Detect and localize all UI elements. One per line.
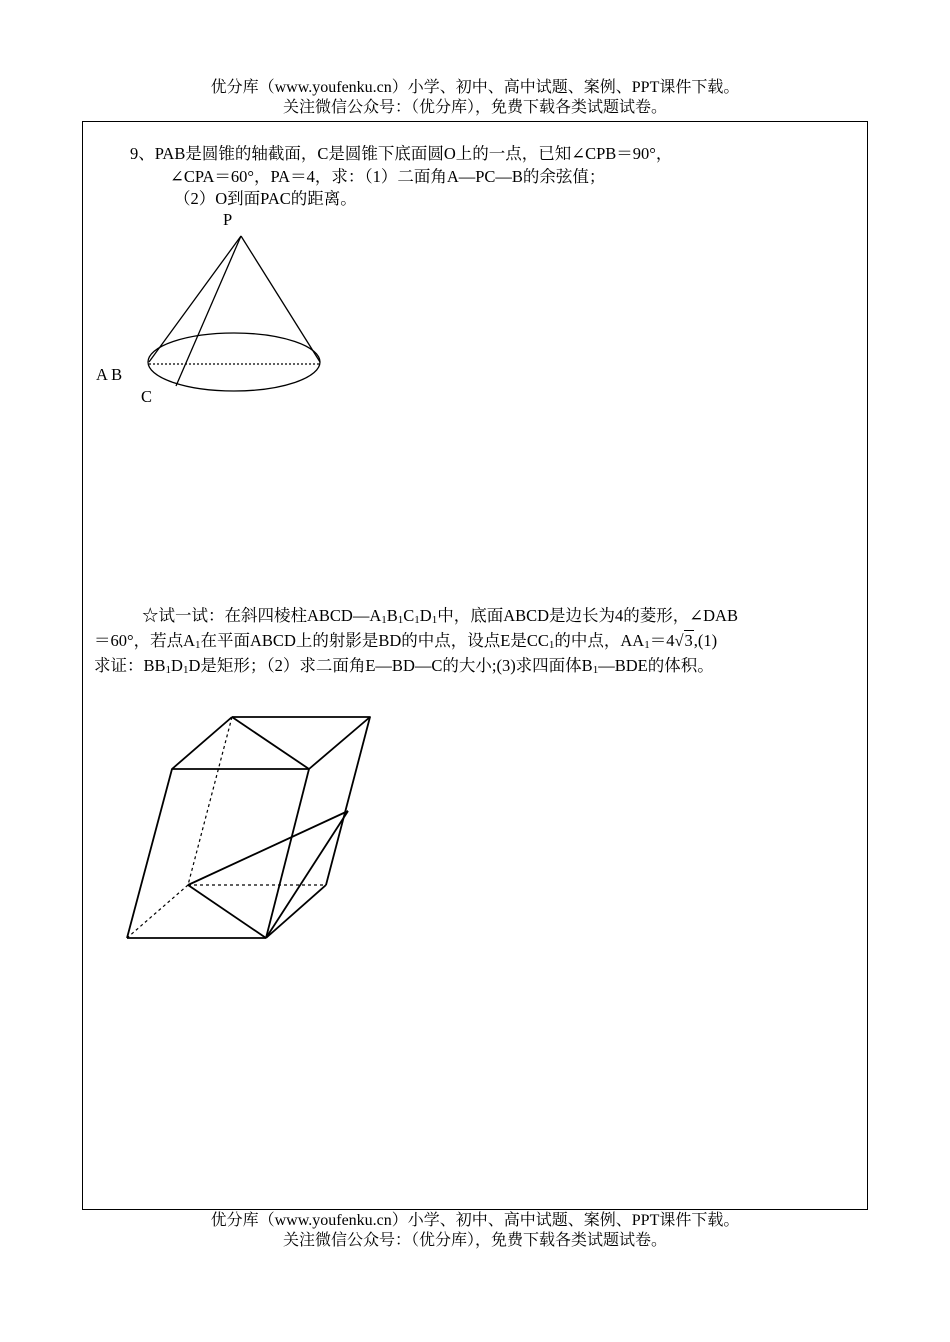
prism-edge-left xyxy=(127,769,172,938)
try-line-3: 求证：$BB_1D_1D$是矩形；（2）求二面角E—BD—C的大小;(3)求四面体$B_1—BDE$的体积。 xyxy=(94,656,714,676)
footer-line-1: 优分库（www.youfenku.cn）小学、初中、高中试题、案例、PPT课件下载。 xyxy=(210,1212,740,1229)
prism-edge-front xyxy=(266,769,309,938)
cone-label-ab: A B xyxy=(96,365,123,384)
problem9-line-1: 9、PAB是圆锥的轴截面，C是圆锥下底面圆O上的一点，已知∠CPB＝90°， xyxy=(130,144,673,163)
try-line-1: ☆试一试：在斜四棱柱$ABCD—A_1B_1C_1D_1$中，底面ABCD是边长为4的菱形，∠DAB xyxy=(142,606,738,626)
footer-line-2: 关注微信公众号：（优分库），免费下载各类试题试卷。 xyxy=(282,1232,667,1249)
problem9-line-2: ∠CPA＝60°，PA＝4，求：（1）二面角A—PC—B的余弦值； xyxy=(170,167,606,186)
header-line-1: 优分库（www.youfenku.cn）小学、初中、高中试题、案例、PPT课件下载。 xyxy=(210,79,740,96)
prism-edge-right xyxy=(326,717,370,885)
prism-line-b-c xyxy=(188,885,266,938)
cone-label-p: P xyxy=(223,210,233,229)
header-line-2: 关注微信公众号：（优分库），免费下载各类试题试卷。 xyxy=(282,99,667,116)
problem9-line-3: （2）O到面PAC的距离。 xyxy=(174,189,357,208)
cone-label-c: C xyxy=(141,387,153,406)
sqrt-symbol: √3 xyxy=(674,631,693,650)
prism-hidden-bottom-left xyxy=(127,885,188,938)
prism-top-diagonal xyxy=(232,717,309,769)
prism-hidden-edge xyxy=(188,717,232,885)
try-line-2: ＝60°，若点$A_1$在平面ABCD上的射影是BD的中点，设点E是$CC_1$的中点，$AA_1=4√3,(1)$ xyxy=(94,631,718,651)
